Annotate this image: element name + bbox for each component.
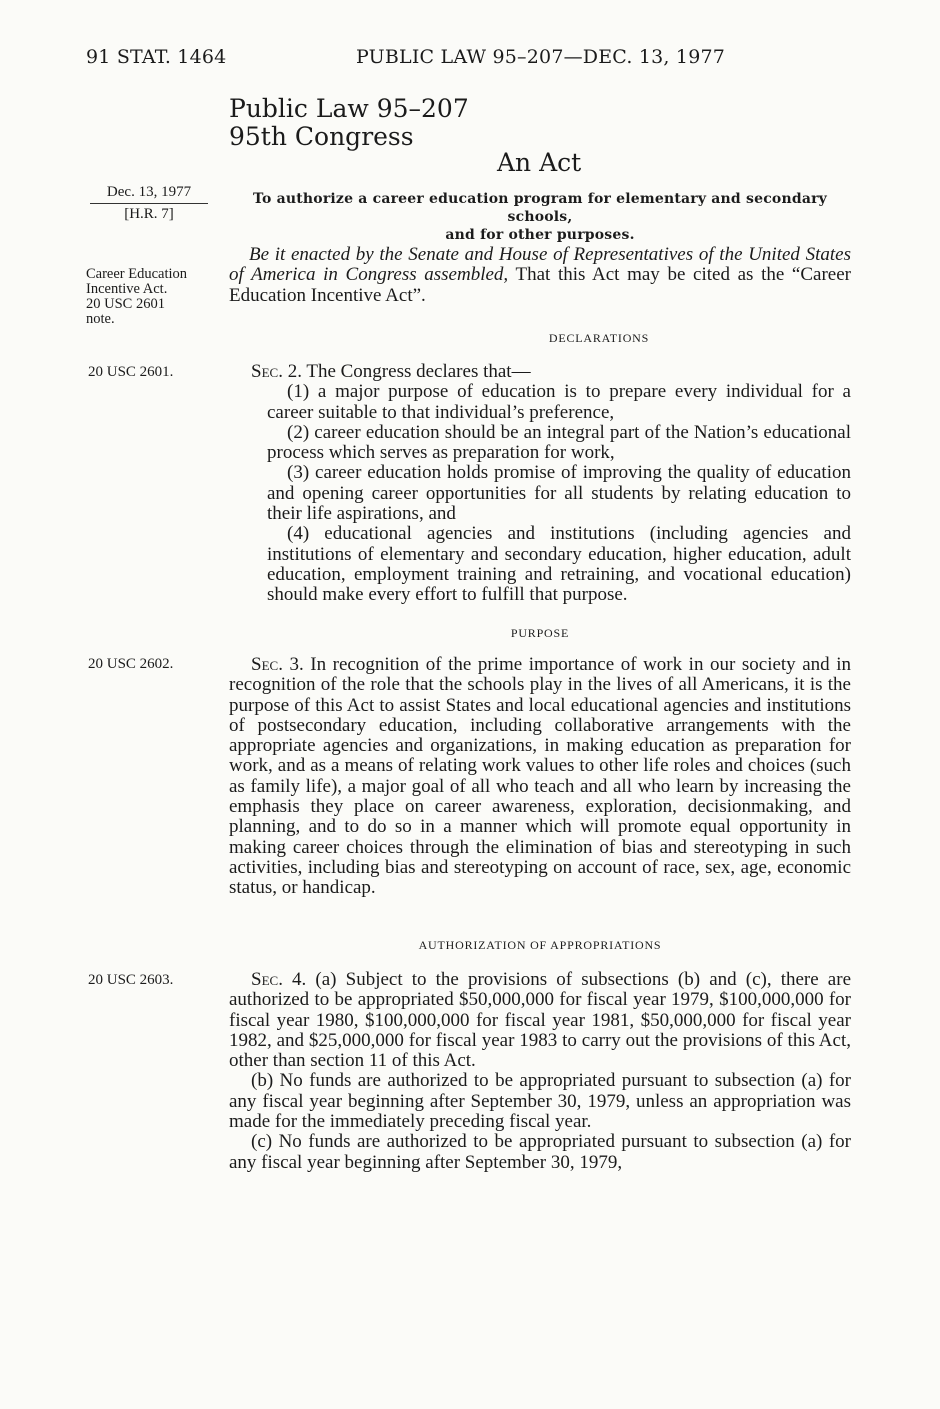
purpose-line-2: and for other purposes.	[445, 227, 635, 243]
enactment-date: Dec. 13, 1977	[90, 185, 208, 204]
margin-line: note.	[86, 311, 115, 327]
heading-declarations: DECLARATIONS	[548, 331, 650, 345]
bill-number: [H.R. 7]	[124, 206, 174, 222]
congress-title: 95th Congress	[229, 122, 414, 151]
purpose-line-1: To authorize a career education program for elementary and secondary schools,	[252, 191, 828, 225]
margin-line: 20 USC 2601	[86, 296, 165, 312]
purpose-statement	[229, 190, 851, 244]
declaration-item: (3) career education holds promise of improving the quality of education and opening career opportunities for all students by relating education to their life aspirations, and	[267, 462, 851, 525]
act-title: An Act	[497, 148, 582, 177]
sec4-b: (b) No funds are authorized to be appropriated pursuant to subsection (a) for any fiscal year beginning after September 30, 1979, unless an appropriation was made for the immediately preceding fiscal year.	[229, 1070, 851, 1133]
margin-sec2-cite: 20 USC 2601.	[88, 364, 174, 380]
section-4	[229, 970, 851, 1173]
declaration-item: (2) career education should be an integral part of the Nation’s educational process which serves as preparation for work,	[267, 421, 851, 464]
declaration-item: (4) educational agencies and institutions (including agencies and institutions of elementary and secondary education, higher education, adult education, employment training and retraining, and vocational education) should make every effort to fulfill that purpose.	[267, 523, 851, 606]
enacting-italic: Be it enacted by the Senate and House of Representatives of the United States of America in Congress assembled,	[229, 244, 851, 286]
sec-label: Sec	[251, 654, 279, 675]
page-number-header: 91 STAT. 1464	[86, 46, 227, 68]
running-header: PUBLIC LAW 95–207—DEC. 13, 1977	[356, 46, 726, 68]
margin-line: Incentive Act.	[86, 281, 168, 297]
sec2-intro: . 2. The Congress declares that—	[278, 361, 531, 382]
enacting-clause	[229, 245, 851, 306]
margin-sec4-cite: 20 USC 2603.	[88, 972, 174, 988]
sec-label: Sec	[251, 361, 279, 382]
declaration-item: (1) a major purpose of education is to prepare every individual for a career suitable to that individual’s preference,	[267, 381, 851, 423]
sec-label: Sec	[251, 969, 279, 990]
sec4-c: (c) No funds are authorized to be appropriated pursuant to subsection (a) for any fiscal year beginning after September 30, 1979,	[229, 1131, 851, 1173]
margin-sec3-cite: 20 USC 2602.	[88, 656, 174, 672]
sec4-a: . 4. (a) Subject to the provisions of subsections (b) and (c), there are authorized to be appropriated $50,000,000 for fiscal year 1979, $100,000,000 for fiscal year 1980, $100,000,000 for fiscal year 1981, $50,000,000 for fiscal year 1982, and $25,000,000 for fiscal year 1983 to carry out the provisions of this Act, other than section 11 of this Act.	[229, 969, 851, 1072]
margin-short-title	[86, 267, 187, 327]
section-3	[229, 655, 851, 899]
margin-line: Career Education	[86, 266, 188, 282]
public-law-title: Public Law 95–207	[229, 94, 469, 123]
sec3-text: . 3. In recognition of the prime importance of work in our society and in recognition of the role that the schools play in the lives of all Americans, it is the purpose of this Act to assist States and local educational agencies and institutions of postsecondary education, including collaborative arrangements with the appropriate agencies and organizations, in making education as preparation for work, and as a means of relating work values to other life roles and choices (such as family life), a major goal of all who teach and all who learn by increasing the emphasis they place on career awareness, exploration, decisionmaking, and planning, and to do so in a manner which will promote equal opportunity in making career choices through the elimination of bias and stereotyping in such activities, including bias and stereotyping on account of race, sex, age, economic status, or handicap.	[229, 654, 851, 899]
enacting-rest: That this Act may be cited as the “Career Education Incentive Act”.	[229, 264, 851, 306]
heading-authorization: AUTHORIZATION OF APPROPRIATIONS	[418, 938, 662, 952]
heading-purpose: PURPOSE	[510, 626, 570, 640]
section-2	[229, 362, 851, 606]
